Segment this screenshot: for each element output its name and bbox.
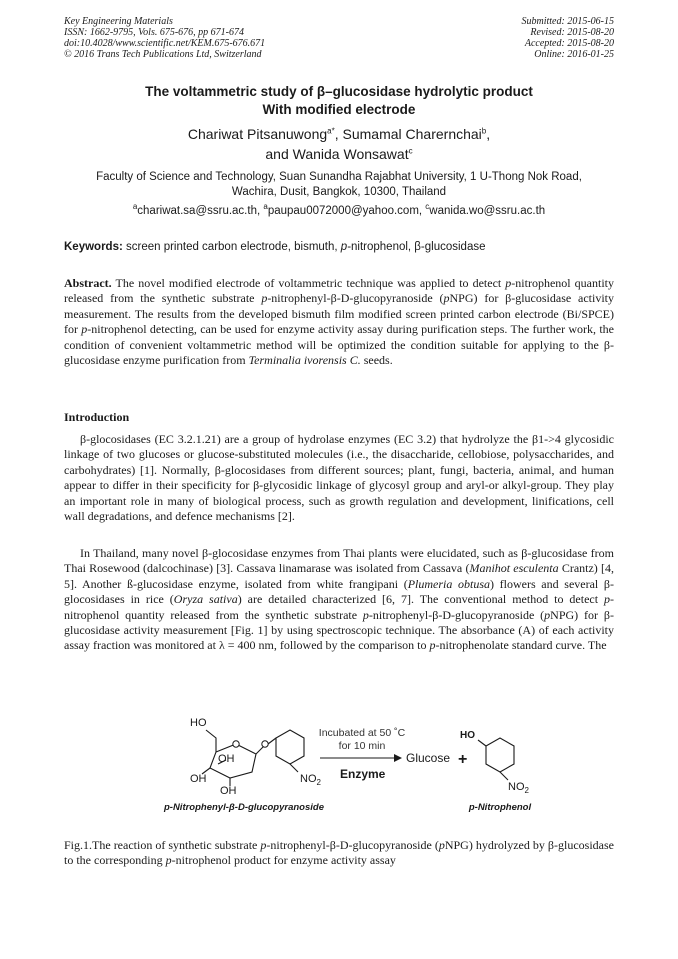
para-text: Crantz) [4, 5]. Another ß-glucosidase enzyme, isolated from white frangipani (: [64, 561, 614, 591]
condition-time: for 10 min: [338, 740, 386, 752]
doi[interactable]: doi:10.4028/www.scientific.net/KEM.675-676.671: [64, 38, 266, 49]
copyright: © 2016 Trans Tech Publications Ltd, Switzerland: [64, 49, 262, 60]
no2-label-right: [508, 781, 530, 795]
title-line-1: The voltammetric study of β–glucosidase hydrolytic product: [145, 84, 533, 99]
para-text: -nitrophenolate standard curve. The: [435, 638, 607, 653]
email-sup: c: [425, 202, 430, 212]
abstract: [64, 276, 614, 368]
phenyl-ring-left: [276, 730, 304, 764]
issn: ISSN: 1662-9795, Vols. 675-676, pp 671-674: [64, 27, 244, 38]
para-italic: Plumeria obtusa: [407, 576, 491, 591]
ring-oxygen: [233, 741, 239, 747]
para-italic: Manihot esculenta: [469, 561, 559, 576]
email-c[interactable]: wanida.wo@ssru.ac.th: [429, 205, 546, 217]
caption-italic: p: [165, 853, 172, 868]
caption-text: -nitrophenyl-β-D-glucopyranoside (: [266, 838, 439, 852]
para-text: -nitrophenol quantity released from the synthetic substrate: [64, 592, 614, 622]
email-list: [64, 204, 614, 219]
nitro-bond: [290, 764, 298, 772]
para-text: ) are detailed characterized [6, 7]. The conventional method to detect: [237, 592, 604, 607]
oh-label: OH: [220, 785, 237, 797]
oh-label: OH: [190, 773, 207, 785]
abstract-italic: p: [443, 291, 450, 306]
affiliation: [64, 170, 614, 200]
para-text: -nitrophenyl-β-D-glucopyranoside (: [368, 607, 545, 622]
reaction-scheme: [160, 708, 560, 826]
submitted-date: Submitted: 2015-06-15: [521, 16, 614, 27]
email-sup: a: [132, 202, 138, 212]
no2-text: NO: [508, 781, 525, 793]
para-italic: p: [362, 607, 369, 622]
journal-info: [64, 16, 265, 60]
plus-sign: +: [458, 751, 468, 768]
abstract-text: NPG) for β-glucosidase activity measurement. The results from the developed bismuth film modified screen printed carbon electrode (Bi/SPCE) for: [64, 291, 615, 337]
enzyme-label: Enzyme: [340, 767, 386, 781]
ho-label-right: HO: [460, 730, 475, 741]
abstract-text: The novel modified electrode of voltammetric technique was applied to detect: [111, 276, 506, 290]
affiliation-line-1: Faculty of Science and Technology, Suan Sunandha Rajabhat University, 1 U-Thong Nok Road,: [96, 171, 582, 183]
ho-label: HO: [190, 717, 207, 729]
intro-paragraph-1: β-glocosidases (EC 3.2.1.21) are a group of hydrolase enzymes (EC 3.2) that hydrolyze the β1->4 glycosidic linkage of two glucoses or glucose-substituted molecules (i.e., the disaccharide, cellobiose, polysaccharides, and carbohydrates) [1]. Normally, β-glocosidases from different sources; plant, fungi, bacteria, animal, and human appear to differ in their specificity for β-glycosidic linkage of glycosyl group and aryl-or alkyl-group. They play an important role in many of biological process, such as growth regulation and development, linifications, cell wall degradations, and defence mechanisms [2].: [64, 432, 614, 524]
abstract-text: -nitrophenol detecting, can be used for enzyme activity assay during purification steps. The further work, the condition of convenient voltammetric method will be optimized the condition suitable for applying to the β-glucosidase enzyme purification from: [64, 322, 615, 368]
caption-italic: p: [260, 838, 267, 852]
dates-info: [522, 16, 615, 60]
abstract-text: -nitrophenol quantity released from the synthetic substrate: [64, 276, 614, 306]
para-italic: p: [544, 607, 551, 622]
revised-date: Revised: 2015-08-20: [530, 27, 614, 38]
accepted-date: Accepted: 2015-08-20: [524, 38, 614, 49]
ether-oxygen: [262, 741, 268, 747]
para-text: NPG) for β-glucosidase activity measurement [Fig. 1] by using spectroscopic technique. The absorbance (A) of each activity assay fraction was monitored at λ = 400 nm, followed by the comparison to: [64, 607, 614, 653]
glycosidic-bond: [256, 746, 264, 754]
author-1-sup: a*: [327, 126, 335, 136]
no2-label: [300, 773, 322, 787]
no2-sub: 2: [316, 778, 321, 787]
arrow-head: [394, 754, 402, 762]
email-sup: a: [263, 202, 268, 212]
figure-caption: [64, 838, 614, 869]
online-date: Online: 2016-01-25: [534, 49, 614, 60]
abstract-italic: Terminalia ivorensis C.: [248, 353, 361, 368]
reaction-figure: [160, 708, 560, 826]
para-italic: Oryza sativa: [173, 592, 238, 607]
para-italic: p: [604, 592, 610, 607]
nitro-bond-right: [500, 772, 508, 780]
abstract-label: Abstract.: [64, 276, 112, 290]
caption-text: -nitrophenol product for enzyme activity assay: [171, 853, 396, 868]
keywords-text: -nitrophenol, β-glucosidase: [347, 241, 486, 253]
paper-title: [64, 83, 614, 119]
caption-italic: p: [438, 838, 445, 852]
para-italic: p: [429, 638, 436, 653]
title-line-2: With modified electrode: [262, 102, 416, 117]
hydroxyl-bond: [478, 740, 486, 746]
glucose-label: Glucose: [406, 751, 451, 765]
affiliation-line-2: Wachira, Dusit, Bangkok, 10300, Thailand: [231, 186, 447, 198]
author-1: Chariwat Pitsanuwong: [187, 126, 328, 142]
no2-text: NO: [300, 773, 317, 785]
email-b[interactable]: paupau0072000@yahoo.com,: [267, 205, 426, 217]
ether-bond: [268, 738, 276, 744]
author-list: [64, 124, 614, 164]
abstract-text: seeds.: [360, 353, 393, 368]
author-2: Sumamal Charernchai: [342, 126, 482, 142]
para-text: In Thailand, many novel β-glocosidase enzymes from Thai plants were elucidated, such as β-glucosidase from Thai Rosewood (dalcochinase) [3]. Cassava linamarase was isolated from Cassava (: [64, 546, 614, 576]
abstract-text: -nitrophenyl-β-D-glucopyranoside (: [267, 291, 444, 306]
para-text: ) flowers and several β-glocosidases in rice (: [64, 576, 614, 607]
ch2oh-bond: [206, 730, 216, 752]
keywords-italic: p: [340, 241, 348, 253]
abstract-italic: p: [261, 291, 268, 306]
oh-label: OH: [218, 753, 235, 765]
keywords-text: screen printed carbon electrode, bismuth,: [122, 241, 341, 253]
substrate-name: p-Nitrophenyl-β-D-glucopyranoside: [163, 802, 325, 813]
caption-text: NPG) hydrolyzed by β-glucosidase to the corresponding: [64, 838, 614, 868]
abstract-italic: p: [81, 322, 88, 337]
intro-paragraph-2: [64, 546, 614, 654]
email-a[interactable]: chariwat.sa@ssru.ac.th,: [137, 205, 264, 217]
section-heading-introduction: Introduction: [64, 410, 130, 424]
condition-temp: Incubated at 50 ˚C: [318, 727, 406, 739]
caption-text: Fig.1.The reaction of synthetic substrate: [64, 838, 261, 852]
keywords: [64, 240, 614, 255]
phenyl-ring-right: [486, 738, 514, 772]
author-3: and Wanida Wonsawat: [265, 146, 409, 162]
product-name: p-Nitrophenol: [468, 802, 532, 813]
author-2-sup: b: [481, 126, 487, 136]
author-separator: ,: [486, 126, 491, 142]
journal-name: Key Engineering Materials: [64, 16, 173, 27]
author-3-sup: c: [408, 146, 413, 156]
author-separator: ,: [334, 126, 343, 142]
keywords-label: Keywords:: [64, 241, 123, 253]
abstract-italic: p: [505, 276, 512, 290]
no2-sub: 2: [524, 786, 529, 795]
